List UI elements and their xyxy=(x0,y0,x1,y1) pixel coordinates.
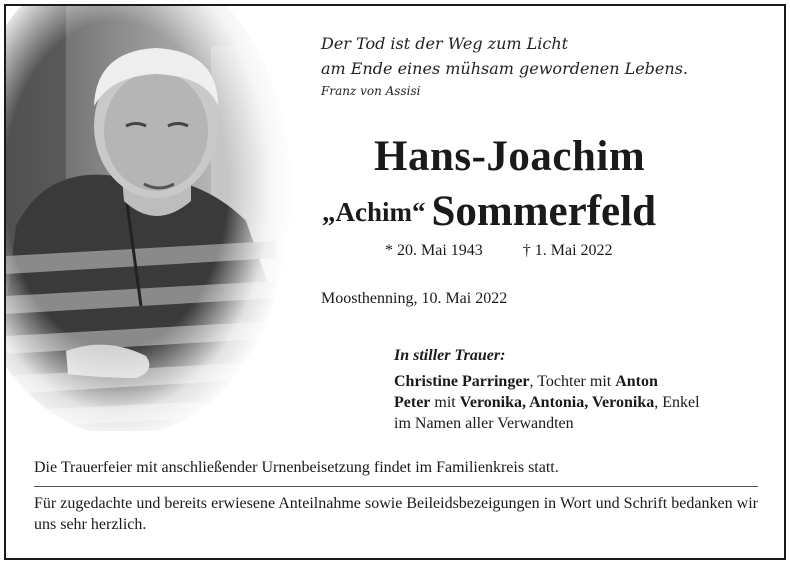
surname: Sommerfeld xyxy=(431,188,656,235)
mourner-name: Antonia xyxy=(529,394,585,411)
birth-date: * 20. Mai 1943 xyxy=(385,242,483,259)
quote xyxy=(321,31,688,101)
mourner-name: Anton xyxy=(615,373,658,390)
portrait-photo xyxy=(6,6,296,431)
mourners-line-1 xyxy=(394,371,700,392)
full-name-line xyxy=(322,187,656,236)
quote-line-1: Der Tod ist der Weg zum Licht xyxy=(321,34,569,53)
nickname: „Achim“ xyxy=(322,197,426,227)
divider xyxy=(34,486,758,487)
life-dates xyxy=(385,242,613,260)
mourner-text: , Tochter mit xyxy=(529,373,616,390)
mourner-separator: , xyxy=(522,394,530,411)
quote-author: Franz von Assisi xyxy=(321,84,421,98)
mourner-name: Veronika xyxy=(591,394,655,411)
mourner-text: mit xyxy=(430,394,460,411)
mourner-name: Christine Parringer xyxy=(394,373,530,390)
quote-line-2: am Ende eines mühsam gewordenen Lebens. xyxy=(321,59,688,78)
mourner-name: Peter xyxy=(394,394,431,411)
mourners-line-2 xyxy=(394,392,700,413)
obituary-card xyxy=(4,4,786,560)
mourners-lead: In stiller Trauer: xyxy=(394,347,506,364)
mourner-text: , Enkel xyxy=(654,394,700,411)
mourner-name: Veronika xyxy=(459,394,522,411)
death-date: † 1. Mai 2022 xyxy=(522,242,613,259)
mourners-block xyxy=(394,345,700,434)
thanks-notice: Für zugedachte und bereits erwiesene Anteilnahme sowie Beileidsbezeigungen in Wort und Schrift bedanken wir uns sehr herzlich. xyxy=(34,495,758,533)
mourner-separator: , xyxy=(584,394,592,411)
ceremony-notice: Die Trauerfeier mit anschließender Urnenbeisetzung findet im Familienkreis statt. xyxy=(34,459,559,476)
place-date: Moosthenning, 10. Mai 2022 xyxy=(321,290,508,307)
first-name: Hans-Joachim xyxy=(374,133,646,180)
mourners-line-3: im Namen aller Verwandten xyxy=(394,415,574,432)
